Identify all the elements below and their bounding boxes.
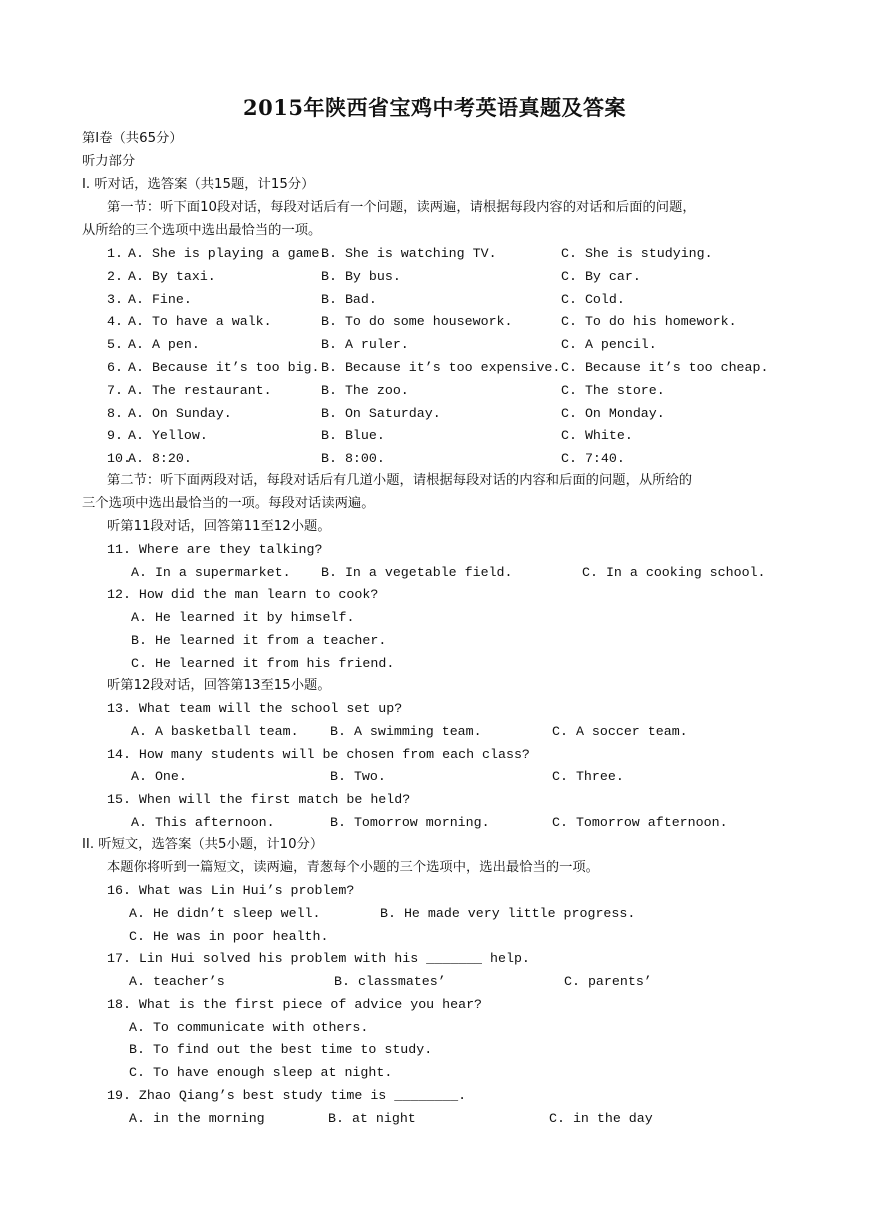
q6-question-number: 6. — [107, 360, 123, 375]
question-13: 13. What team will the school set up? — [107, 701, 403, 716]
question-11-option-c: C. In a cooking school. — [582, 565, 766, 580]
q9-question-number: 9. — [107, 428, 123, 443]
q9-option-c: C. White. — [561, 428, 633, 443]
q4-option-b: B. To do some housework. — [321, 314, 513, 329]
q7-option-a: A. The restaurant. — [128, 383, 272, 398]
question-14-option-a: A. One. — [131, 769, 187, 784]
q10-option-b: B. 8:00. — [321, 451, 385, 466]
q8-option-a: A. On Sunday. — [128, 406, 232, 421]
q8-option-b: B. On Saturday. — [321, 406, 441, 421]
question-13-option-c: C. A soccer team. — [552, 724, 688, 739]
question-17: 17. Lin Hui solved his problem with his _______ help. — [107, 951, 530, 966]
q6-option-b: B. Because it’s too expensive. — [321, 360, 561, 375]
q1-option-b: B. She is watching TV. — [321, 246, 497, 261]
volume-heading: 第Ⅰ卷（共65分） — [82, 131, 183, 146]
q3-question-number: 3. — [107, 292, 123, 307]
q5-option-a: A. A pen. — [128, 337, 200, 352]
q1-option-a: A. She is playing a game. — [128, 246, 328, 261]
q3-option-b: B. Bad. — [321, 292, 377, 307]
question-19-option-b: B. at night — [328, 1111, 416, 1126]
question-14-option-c: C. Three. — [552, 769, 624, 784]
section-1-part-2-line-2: 三个选项中选出最恰当的一项。每段对话读两遍。 — [82, 496, 375, 511]
q1-option-c: C. She is studying. — [561, 246, 713, 261]
q8-option-c: C. On Monday. — [561, 406, 665, 421]
q3-option-c: C. Cold. — [561, 292, 625, 307]
question-11: 11. Where are they talking? — [107, 542, 323, 557]
q1-question-number: 1. — [107, 246, 123, 261]
question-15: 15. When will the first match be held? — [107, 792, 411, 807]
q5-option-c: C. A pencil. — [561, 337, 657, 352]
q2-question-number: 2. — [107, 269, 123, 284]
question-16: 16. What was Lin Hui’s problem? — [107, 883, 355, 898]
section-2-heading: II. 听短文，选答案（共5小题，计10分） — [82, 837, 324, 852]
question-16-option-c: C. He was in poor health. — [129, 929, 329, 944]
q5-question-number: 5. — [107, 337, 123, 352]
q10-question-number: 10. — [107, 451, 131, 466]
question-17-option-b: B. classmates’ — [334, 974, 446, 989]
question-16-option-a: A. He didn’t sleep well. — [129, 906, 321, 921]
q10-option-c: C. 7:40. — [561, 451, 625, 466]
question-13-option-a: A. A basketball team. — [131, 724, 299, 739]
question-11-option-a: A. In a supermarket. — [131, 565, 291, 580]
section-1-part-2-line-1: 第二节：听下面两段对话，每段对话后有几道小题，请根据每段对话的内容和后面的问题，从所给的 — [107, 473, 693, 488]
q9-option-b: B. Blue. — [321, 428, 385, 443]
question-13-option-b: B. A swimming team. — [330, 724, 482, 739]
q2-option-c: C. By car. — [561, 269, 641, 284]
question-19-option-c: C. in the day — [549, 1111, 653, 1126]
section-1-heading: I. 听对话，选答案（共15题，计15分） — [82, 177, 315, 192]
question-11-option-b: B. In a vegetable field. — [321, 565, 513, 580]
q6-option-c: C. Because it’s too cheap. — [561, 360, 769, 375]
q2-option-a: A. By taxi. — [128, 269, 216, 284]
dialog-12-instruction: 听第12段对话，回答第13至15小题。 — [107, 678, 331, 693]
q10-option-a: A. 8:20. — [128, 451, 192, 466]
section-1-instruction-line-1: 第一节：听下面10段对话，每段对话后有一个问题，读两遍，请根据每段内容的对话和后面的问题， — [107, 200, 696, 215]
q4-option-c: C. To do his homework. — [561, 314, 737, 329]
question-19-option-a: A. in the morning — [129, 1111, 265, 1126]
question-12-option-a: A. He learned it by himself. — [131, 610, 355, 625]
question-12-option-b: B. He learned it from a teacher. — [131, 633, 387, 648]
q5-option-b: B. A ruler. — [321, 337, 409, 352]
part-heading: 听力部分 — [82, 154, 136, 169]
question-15-option-a: A. This afternoon. — [131, 815, 275, 830]
dialog-11-instruction: 听第11段对话，回答第11至12小题。 — [107, 519, 331, 534]
question-17-option-a: A. teacher’s — [129, 974, 225, 989]
section-1-instruction-line-2: 从所给的三个选项中选出最恰当的一项。 — [82, 223, 322, 238]
question-12-option-c: C. He learned it from his friend. — [131, 656, 395, 671]
question-16-option-b: B. He made very little progress. — [380, 906, 636, 921]
question-14: 14. How many students will be chosen from each class? — [107, 747, 530, 762]
q7-option-b: B. The zoo. — [321, 383, 409, 398]
q2-option-b: B. By bus. — [321, 269, 401, 284]
page-title: 2015年陕西省宝鸡中考英语真题及答案 — [243, 95, 626, 120]
q8-question-number: 8. — [107, 406, 123, 421]
q4-question-number: 4. — [107, 314, 123, 329]
question-18-option-a: A. To communicate with others. — [129, 1020, 369, 1035]
section-2-instruction: 本题你将听到一篇短文，读两遍，青葱每个小题的三个选项中，选出最恰当的一项。 — [107, 860, 599, 875]
question-17-option-c: C. parents’ — [564, 974, 652, 989]
question-15-option-c: C. Tomorrow afternoon. — [552, 815, 728, 830]
question-18-option-b: B. To find out the best time to study. — [129, 1042, 433, 1057]
question-18-option-c: C. To have enough sleep at night. — [129, 1065, 393, 1080]
question-12: 12. How did the man learn to cook? — [107, 587, 379, 602]
question-14-option-b: B. Two. — [330, 769, 386, 784]
q6-option-a: A. Because it’s too big. — [128, 360, 320, 375]
question-19: 19. Zhao Qiang’s best study time is ________. — [107, 1088, 467, 1103]
q3-option-a: A. Fine. — [128, 292, 192, 307]
q9-option-a: A. Yellow. — [128, 428, 208, 443]
q7-option-c: C. The store. — [561, 383, 665, 398]
q4-option-a: A. To have a walk. — [128, 314, 272, 329]
question-15-option-b: B. Tomorrow morning. — [330, 815, 490, 830]
q7-question-number: 7. — [107, 383, 123, 398]
question-18: 18. What is the first piece of advice you hear? — [107, 997, 483, 1012]
